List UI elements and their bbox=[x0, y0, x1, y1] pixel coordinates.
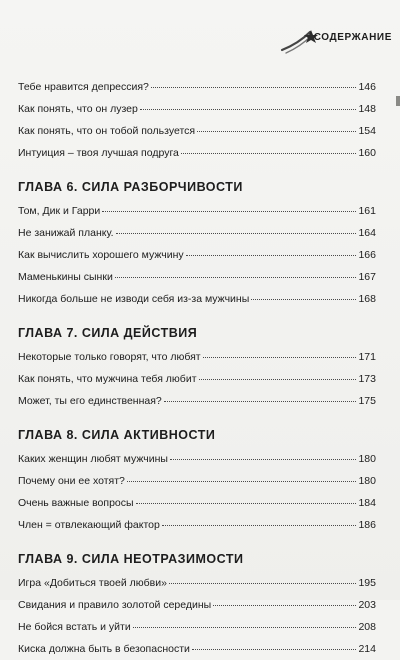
toc-entry bbox=[18, 142, 376, 164]
entry-title: Почему они ее хотят? bbox=[18, 475, 125, 487]
leader-dots bbox=[133, 617, 357, 628]
toc-entry bbox=[18, 222, 376, 244]
toc-entry bbox=[18, 492, 376, 514]
entry-page: 160 bbox=[358, 147, 376, 159]
toc-entry bbox=[18, 448, 376, 470]
leader-dots bbox=[181, 143, 357, 154]
chapter-heading: ГЛАВА 9. СИЛА НЕОТРАЗИМОСТИ bbox=[18, 552, 244, 566]
chapter-section bbox=[18, 426, 376, 536]
entry-page: 180 bbox=[358, 453, 376, 465]
toc-entry bbox=[18, 98, 376, 120]
leader-dots bbox=[164, 391, 357, 402]
toc-entry bbox=[18, 368, 376, 390]
entry-title: Может, ты его единственная? bbox=[18, 395, 162, 407]
leader-dots bbox=[192, 639, 357, 650]
entry-title: Как понять, что он тобой пользуется bbox=[18, 125, 196, 137]
entry-page: 186 bbox=[358, 519, 376, 531]
leader-dots bbox=[115, 267, 357, 278]
leader-dots bbox=[203, 347, 357, 358]
leader-dots bbox=[169, 573, 357, 584]
entry-title: Игра «Добиться твоей любви» bbox=[18, 577, 167, 589]
toc-entry bbox=[18, 470, 376, 492]
leader-dots bbox=[251, 289, 356, 300]
entry-title: Том, Дик и Гарри bbox=[18, 205, 101, 217]
leader-dots bbox=[170, 449, 357, 460]
chapter-heading: ГЛАВА 7. СИЛА ДЕЙСТВИЯ bbox=[18, 326, 198, 340]
toc-entry bbox=[18, 514, 376, 536]
header-label: СОДЕРЖАНИЕ bbox=[313, 32, 392, 43]
leader-dots bbox=[102, 201, 356, 212]
entry-page: 175 bbox=[358, 395, 376, 407]
toc-entry bbox=[18, 390, 376, 412]
entry-title: Как вычислить хорошего мужчину bbox=[18, 249, 184, 261]
entry-title: Некоторые только говорят, что любят bbox=[18, 351, 201, 363]
entry-title: Свидания и правило золотой середины bbox=[18, 599, 212, 611]
leader-dots bbox=[186, 245, 357, 256]
leader-dots bbox=[199, 369, 357, 380]
chapter-section bbox=[18, 550, 376, 660]
toc-entry bbox=[18, 76, 376, 98]
chapter-section bbox=[18, 324, 376, 412]
chapter-heading: ГЛАВА 8. СИЛА АКТИВНОСТИ bbox=[18, 428, 216, 442]
entry-page: 208 bbox=[358, 621, 376, 633]
toc-entry bbox=[18, 572, 376, 594]
page-edge-mark bbox=[396, 96, 400, 106]
entry-page: 148 bbox=[358, 103, 376, 115]
leader-dots bbox=[213, 595, 356, 606]
entry-page: 164 bbox=[358, 227, 376, 239]
entry-page: 161 bbox=[358, 205, 376, 217]
toc-entry bbox=[18, 616, 376, 638]
leader-dots bbox=[136, 493, 357, 504]
entry-page: 180 bbox=[358, 475, 376, 487]
leader-dots bbox=[116, 223, 357, 234]
entry-page: 167 bbox=[358, 271, 376, 283]
toc-entry bbox=[18, 346, 376, 368]
intro-section bbox=[18, 76, 376, 164]
entry-page: 154 bbox=[358, 125, 376, 137]
entry-page: 214 bbox=[358, 643, 376, 655]
toc-entry bbox=[18, 244, 376, 266]
leader-dots bbox=[197, 121, 356, 132]
entry-title: Никогда больше не изводи себя из-за мужчины bbox=[18, 293, 250, 305]
entry-page: 146 bbox=[358, 81, 376, 93]
chapter-section bbox=[18, 178, 376, 310]
toc-entry bbox=[18, 638, 376, 660]
entry-title: Интуиция – твоя лучшая подруга bbox=[18, 147, 179, 159]
entry-page: 166 bbox=[358, 249, 376, 261]
entry-title: Маменькины сынки bbox=[18, 271, 113, 283]
entry-title: Киска должна быть в безопасности bbox=[18, 643, 190, 655]
toc-entry bbox=[18, 120, 376, 142]
toc-entry bbox=[18, 288, 376, 310]
entry-title: Как понять, что мужчина тебя любит bbox=[18, 373, 197, 385]
entry-title: Как понять, что он лузер bbox=[18, 103, 138, 115]
entry-page: 203 bbox=[358, 599, 376, 611]
leader-dots bbox=[140, 99, 357, 110]
toc-entry bbox=[18, 594, 376, 616]
entry-title: Очень важные вопросы bbox=[18, 497, 134, 509]
leader-dots bbox=[151, 77, 357, 88]
entry-title: Каких женщин любят мужчины bbox=[18, 453, 168, 465]
toc-entry bbox=[18, 266, 376, 288]
leader-dots bbox=[162, 515, 357, 526]
entry-title: Не занижай планку. bbox=[18, 227, 114, 239]
toc-entry bbox=[18, 200, 376, 222]
running-header bbox=[280, 28, 400, 56]
entry-page: 171 bbox=[358, 351, 376, 363]
entry-page: 173 bbox=[358, 373, 376, 385]
entry-page: 184 bbox=[358, 497, 376, 509]
entry-page: 195 bbox=[358, 577, 376, 589]
entry-title: Член = отвлекающий фактор bbox=[18, 519, 160, 531]
table-of-contents bbox=[18, 76, 376, 660]
chapter-heading: ГЛАВА 6. СИЛА РАЗБОРЧИВОСТИ bbox=[18, 180, 243, 194]
entry-page: 168 bbox=[358, 293, 376, 305]
entry-title: Тебе нравится депрессия? bbox=[18, 81, 149, 93]
leader-dots bbox=[127, 471, 357, 482]
entry-title: Не бойся встать и уйти bbox=[18, 621, 131, 633]
